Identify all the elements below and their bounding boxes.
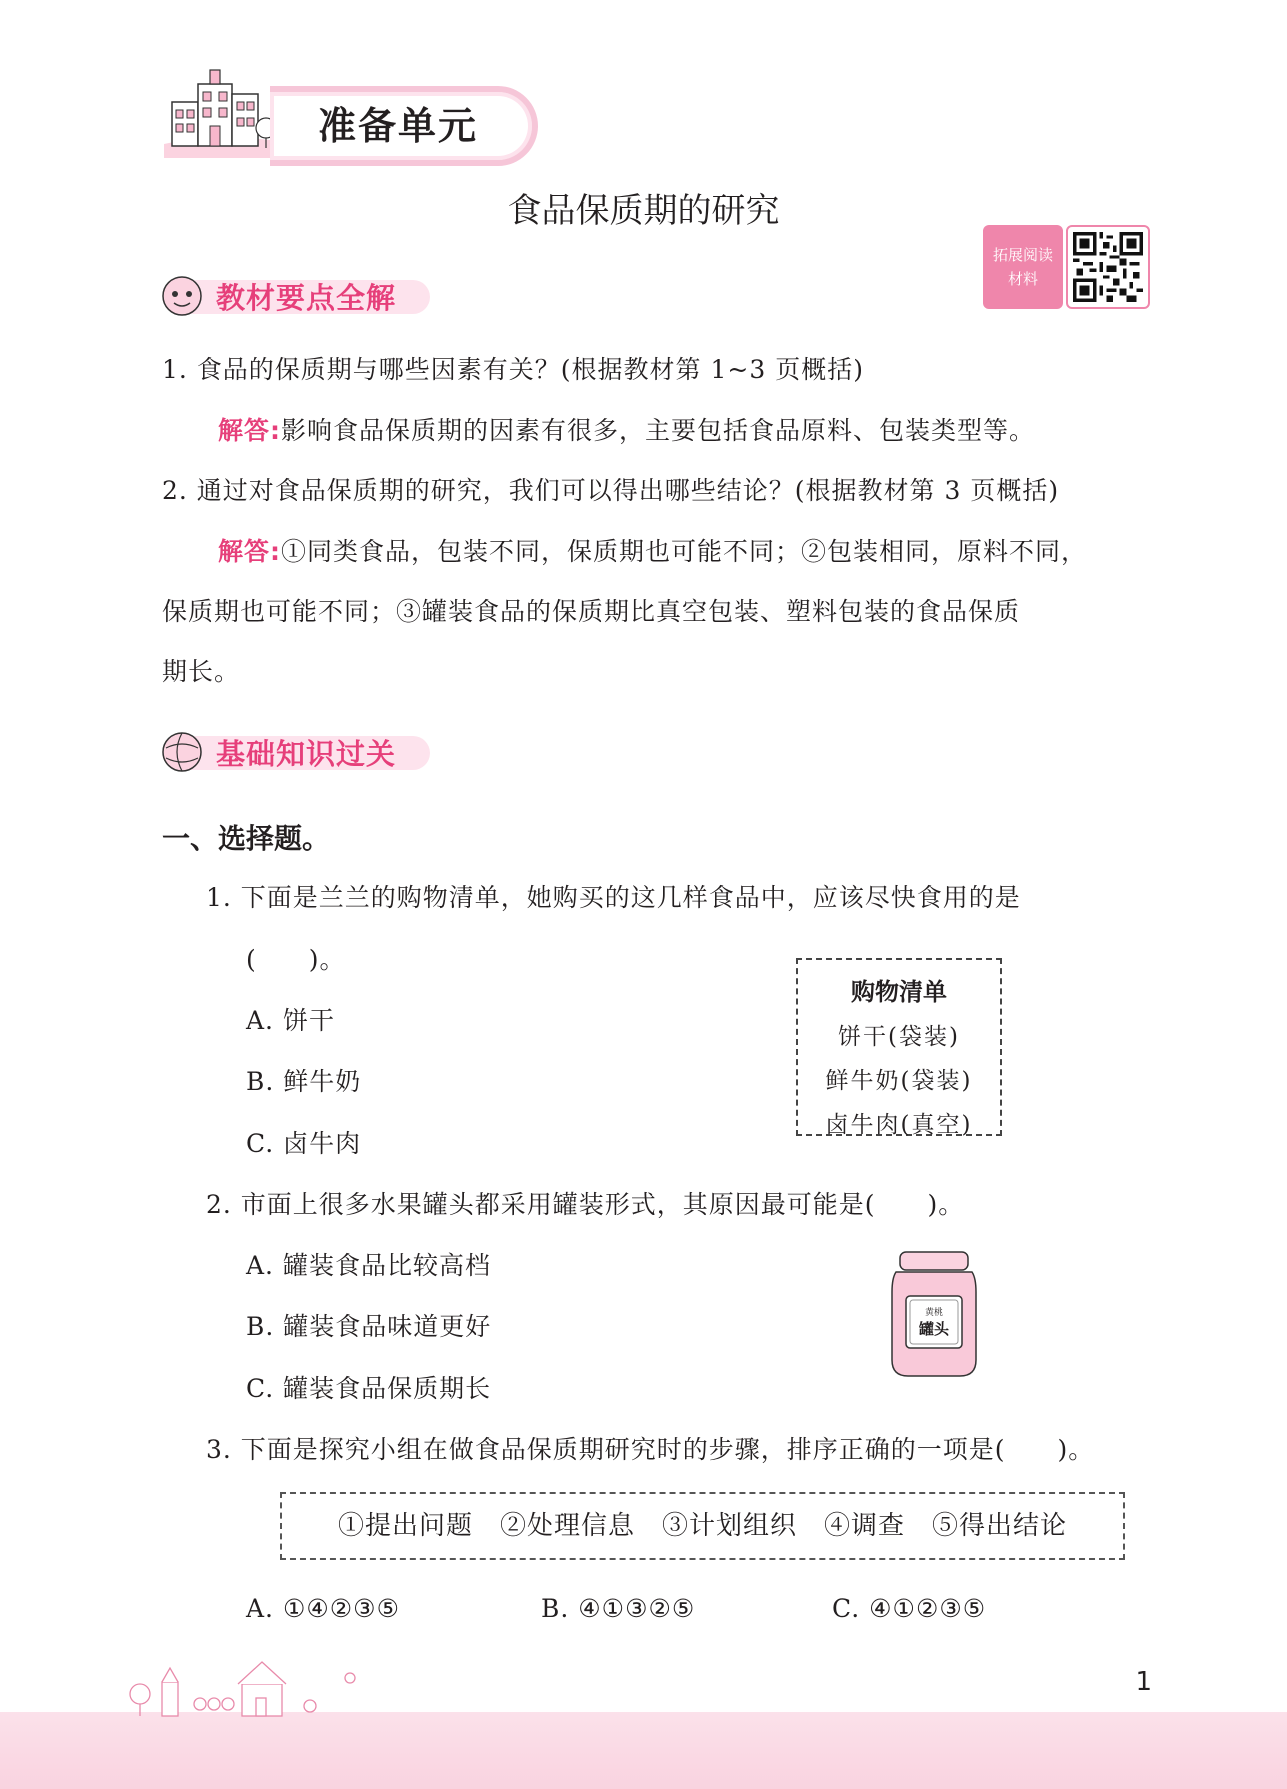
- qr-code[interactable]: [1066, 225, 1150, 309]
- question-1-option-b[interactable]: B. 鲜牛奶: [246, 1067, 362, 1096]
- question-1-option-a[interactable]: A. 饼干: [246, 1006, 335, 1035]
- extended-reading-label[interactable]: [983, 225, 1063, 309]
- unit-title: 准备单元: [318, 104, 479, 148]
- question-1-blank: ( )。: [246, 945, 346, 974]
- section-header-basic-knowledge: [160, 730, 460, 776]
- answer-text: 影响食品保质期的因素有很多，主要包括食品原料、包装类型等。: [281, 416, 1036, 445]
- unit-banner-illustration: [158, 62, 288, 162]
- globe-mascot-icon: [160, 730, 208, 776]
- key-answer-2-line3: 期长。: [162, 657, 241, 686]
- question-2-option-b[interactable]: B. 罐装食品味道更好: [246, 1312, 492, 1341]
- question-1-stem: 1. 下面是兰兰的购物清单，她购买的这几样食品中，应该尽快食用的是: [206, 883, 1021, 912]
- section-title: 基础知识过关: [216, 737, 397, 771]
- key-question-1: 1. 食品的保质期与哪些因素有关？(根据教材第 1~3 页概括): [162, 355, 864, 384]
- key-answer-2-line2: 保质期也可能不同；③罐装食品的保质期比真空包装、塑料包装的食品保质: [162, 597, 1021, 626]
- shopping-list: [796, 958, 1002, 1136]
- town-icon: [120, 1648, 420, 1718]
- question-2-stem: 2. 市面上很多水果罐头都采用罐装形式，其原因最可能是( )。: [206, 1190, 965, 1219]
- jar-label-top: 黄桃: [924, 1308, 943, 1318]
- part-title: 一、选择题。: [162, 822, 331, 855]
- footer-band: [0, 1712, 1287, 1789]
- question-3-option-a[interactable]: A. ①④②③⑤: [246, 1594, 401, 1623]
- answer-label: 解答:: [218, 416, 281, 445]
- question-2-option-c[interactable]: C. 罐装食品保质期长: [246, 1374, 492, 1403]
- shopping-list-title: 购物清单: [851, 978, 947, 1006]
- answer-text: ①同类食品，包装不同，保质期也可能不同；②包装相同，原料不同，: [281, 537, 1088, 566]
- question-2-option-a[interactable]: A. 罐装食品比较高档: [246, 1251, 491, 1280]
- question-3-option-b[interactable]: B. ④①③②⑤: [541, 1594, 696, 1623]
- key-answer-1: [218, 411, 1035, 447]
- key-answer-2-line1: [218, 532, 1087, 568]
- key-question-2: 2. 通过对食品保质期的研究，我们可以得出哪些结论？(根据教材第 3 页概括): [162, 476, 1060, 505]
- section-title: 教材要点全解: [216, 281, 397, 315]
- building-icon: [158, 62, 288, 162]
- page-number: 1: [1135, 1667, 1152, 1697]
- extended-reading-line1: 拓展阅读: [992, 246, 1053, 264]
- question-3-stem: 3. 下面是探究小组在做食品保质期研究时的步骤，排序正确的一项是( )。: [206, 1435, 1095, 1464]
- lesson-title: 食品保质期的研究: [507, 191, 780, 231]
- mascot-icon: [160, 274, 208, 320]
- qr-code-icon: [1073, 232, 1143, 302]
- shopping-list-item: 卤牛肉(真空): [825, 1112, 973, 1138]
- shopping-list-item: 鲜牛奶(袋装): [825, 1068, 973, 1094]
- question-3-option-c[interactable]: C. ④①②③⑤: [832, 1594, 987, 1623]
- jar-label: 罐头: [918, 1320, 949, 1338]
- section-header-key-points: [160, 274, 460, 320]
- fruit-jar-illustration: [886, 1248, 982, 1380]
- research-steps-box: ①提出问题 ②处理信息 ③计划组织 ④调查 ⑤得出结论: [280, 1492, 1125, 1560]
- answer-label: 解答:: [218, 537, 281, 566]
- footer-town-illustration: [120, 1648, 420, 1718]
- extended-reading-line2: 材料: [1007, 270, 1038, 288]
- shopping-list-item: 饼干(袋装): [838, 1024, 960, 1050]
- question-1-option-c[interactable]: C. 卤牛肉: [246, 1129, 362, 1158]
